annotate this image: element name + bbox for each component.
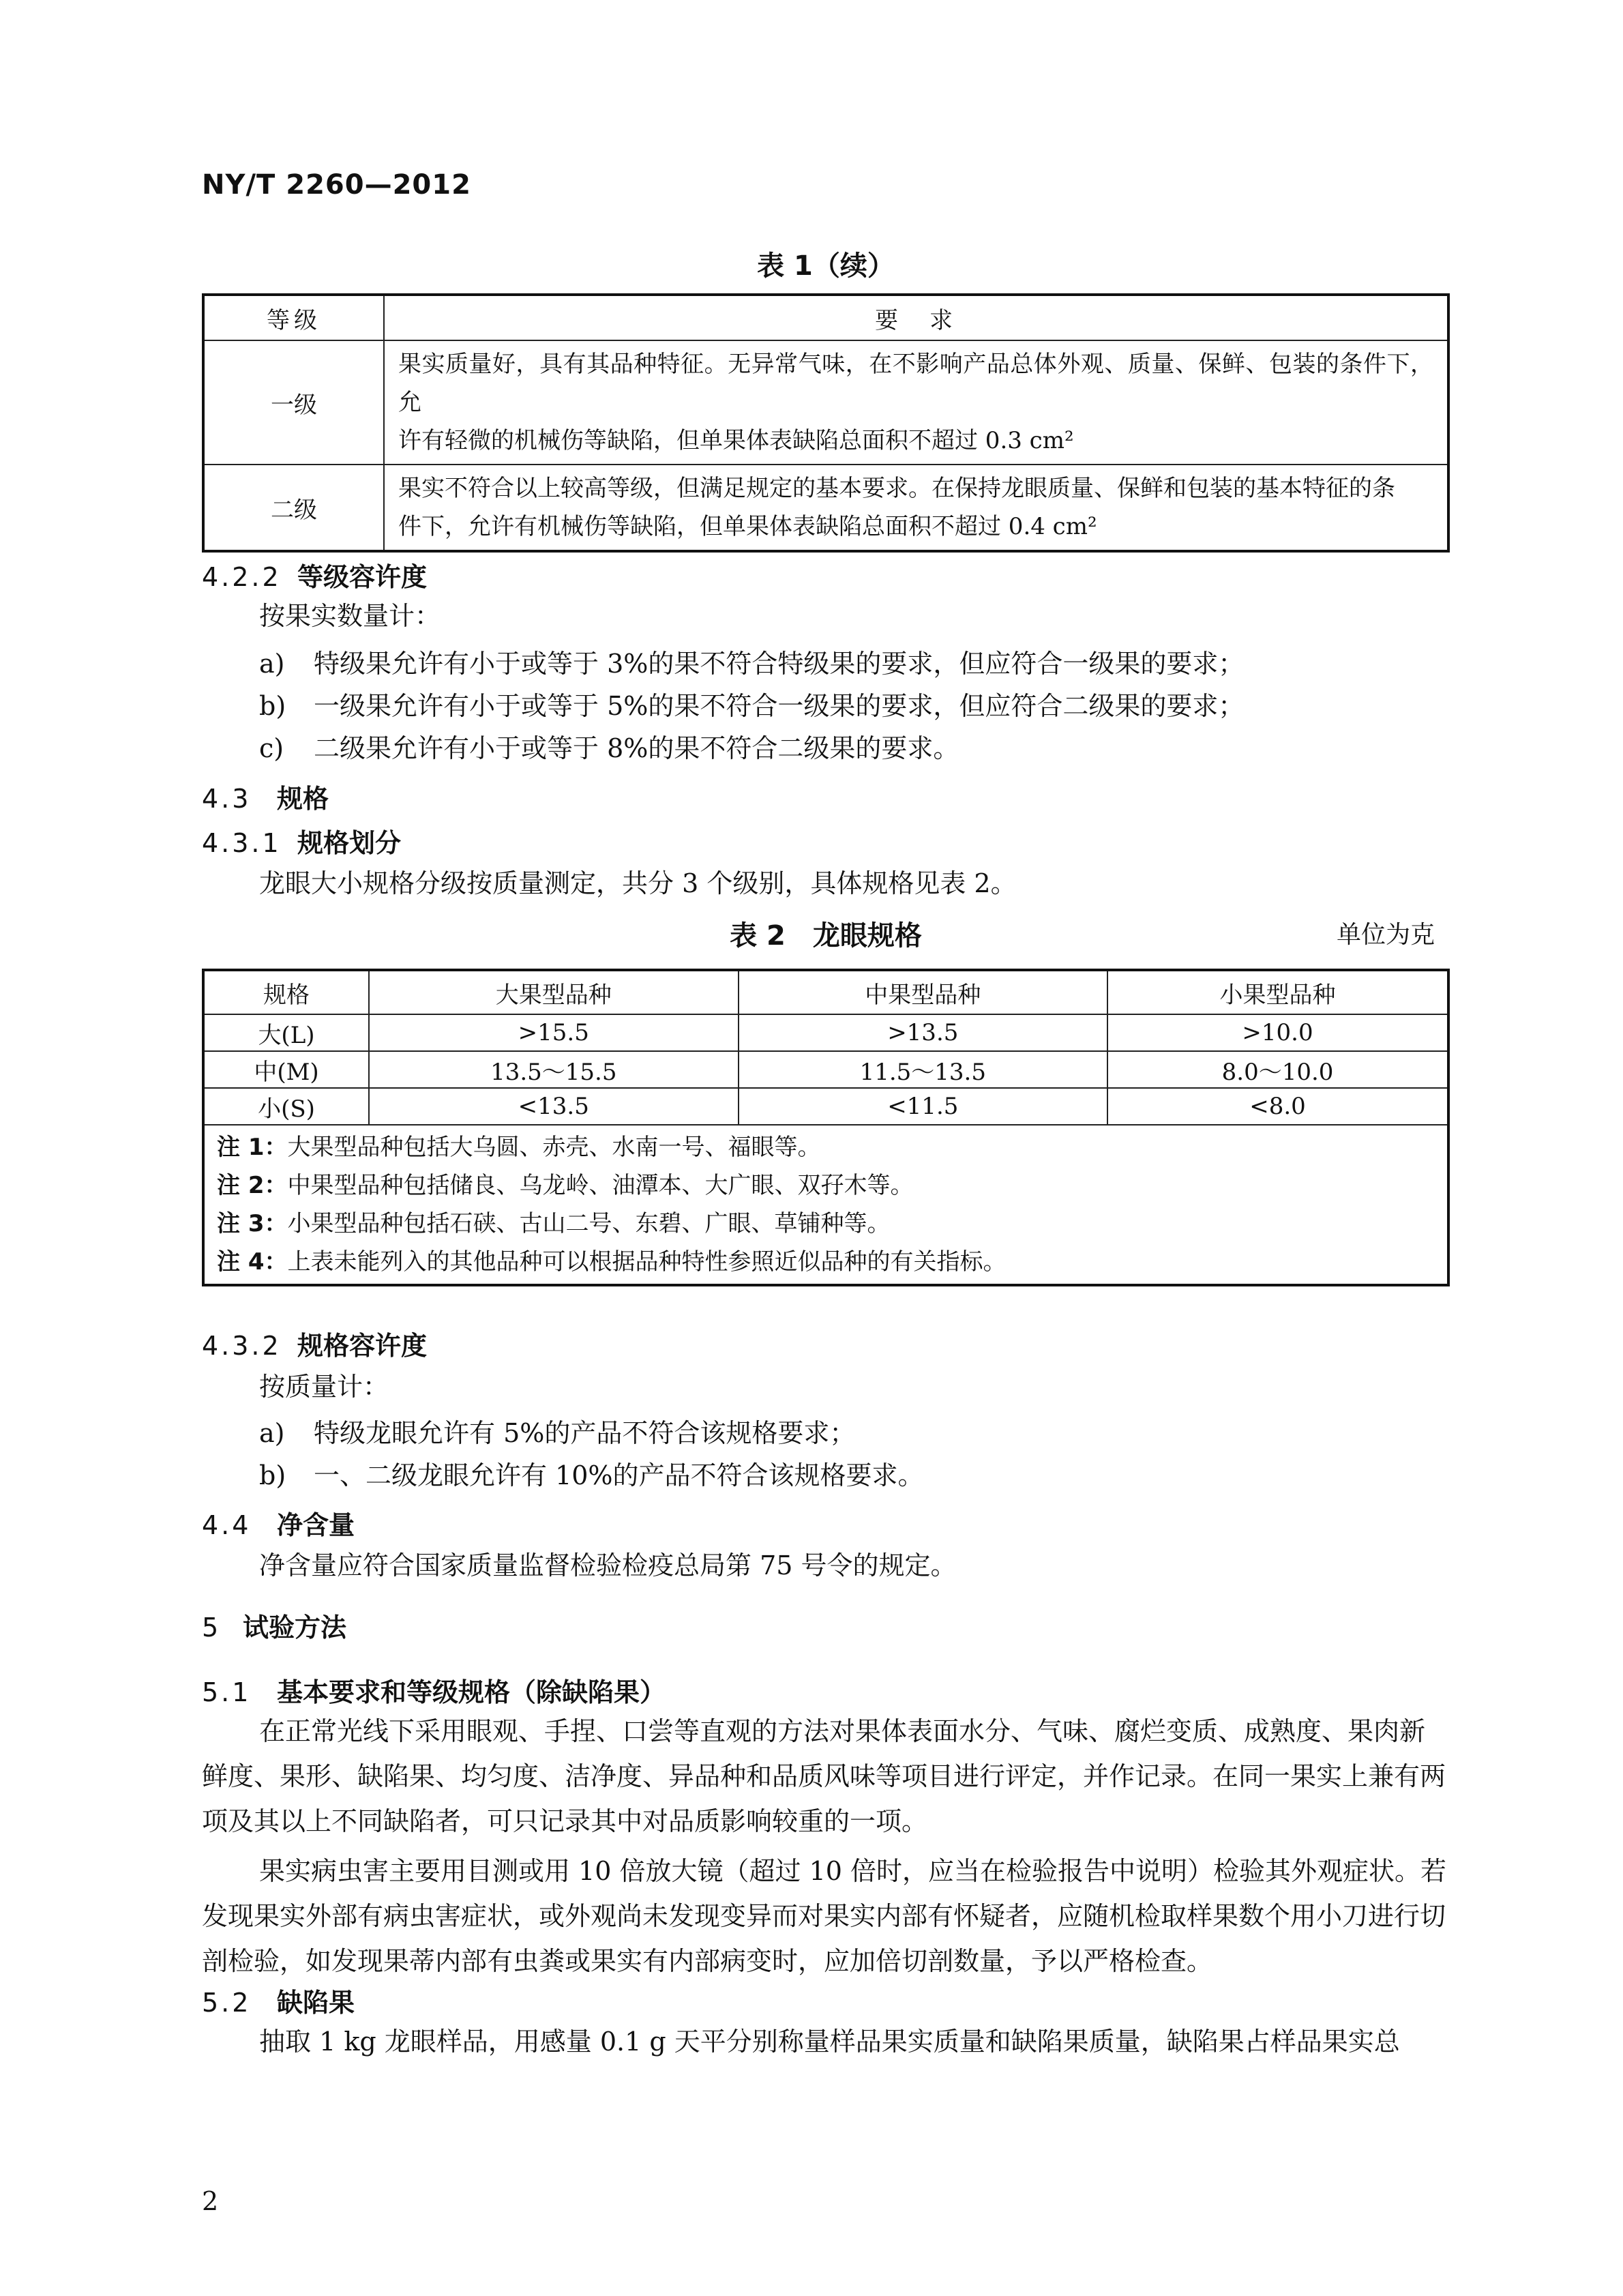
table-note: 注 4：上表未能列入的其他品种可以根据品种特性参照近似品种的有关指标。 (217, 1248, 1007, 1276)
requirement-cell (384, 340, 1448, 465)
paragraph: 按果实数量计： (259, 601, 441, 631)
paragraph: 按质量计： (259, 1372, 389, 1402)
table-row (203, 340, 1448, 465)
table-cell: 大(L) (203, 1014, 369, 1051)
section-heading-4-3: 4.3 规格 (202, 784, 329, 814)
table-row (203, 1014, 1448, 1051)
grade-cell: 一级 (203, 340, 384, 465)
grade-cell: 二级 (203, 465, 384, 551)
requirement-line: 许有轻微的机械伤等缺陷，但单果体表缺陷总面积不超过 0.3 cm² (398, 427, 1074, 454)
paragraph: 果实病虫害主要用目测或用 10 倍放大镜（超过 10 倍时，应当在检验报告中说明）检验其外观症状。若发现果实外部有病虫害症状，或外观尚未发现变异而对果实内部有怀疑者，应随机检取样果数个用小刀进行切剖检验，如发现果蒂内部有虫粪或果实有内部病变时，应加倍切剖数量，予以严格检查。 (202, 1856, 1447, 1976)
requirement-line: 件下，允许有机械伤等缺陷，但单果体表缺陷总面积不超过 0.4 cm² (398, 513, 1097, 540)
section-heading-4-2-2: 4.2.2 等级容许度 (202, 562, 428, 592)
table-cell: 13.5～15.5 (369, 1051, 739, 1088)
section-heading-4-3-1: 4.3.1 规格划分 (202, 828, 402, 858)
list-item: b) 一、二级龙眼允许有 10%的产品不符合该规格要求。 (259, 1460, 924, 1490)
table-cell: <8.0 (1107, 1088, 1448, 1125)
table-row (203, 465, 1448, 551)
table-note: 注 2：中果型品种包括储良、乌龙岭、油潭本、大广眼、双孖木等。 (217, 1172, 914, 1199)
table-cell: 小(S) (203, 1088, 369, 1125)
table-cell: >13.5 (739, 1014, 1108, 1051)
standard-number-header: NY/T 2260—2012 (202, 169, 471, 201)
table-row (203, 1088, 1448, 1125)
paragraph: 龙眼大小规格分级按质量测定，共分 3 个级别，具体规格见表 2。 (259, 868, 1017, 898)
table-note: 注 1：大果型品种包括大乌圆、赤壳、水南一号、福眼等。 (217, 1134, 821, 1161)
table-header-cell: 小果型品种 (1107, 970, 1448, 1014)
table-notes-cell (203, 1125, 1448, 1285)
table-cell: 中(M) (203, 1051, 369, 1088)
table2-unit: 单位为克 (1337, 921, 1435, 949)
table-cell: 11.5～13.5 (739, 1051, 1108, 1088)
table-cell: >10.0 (1107, 1014, 1448, 1051)
table-cell: <13.5 (369, 1088, 739, 1125)
paragraph: 净含量应符合国家质量监督检验检疫总局第 75 号令的规定。 (259, 1550, 957, 1580)
table-row (203, 1051, 1448, 1088)
section-heading-5: 5 试验方法 (202, 1613, 347, 1643)
paragraph: 抽取 1 kg 龙眼样品，用感量 0.1 g 天平分别称量样品果实质量和缺陷果质量，缺陷果占样品果实总 (259, 2027, 1400, 2057)
requirement-line: 果实不符合以上较高等级，但满足规定的基本要求。在保持龙眼质量、保鲜和包装的基本特征的条 (398, 475, 1395, 502)
list-item: c) 二级果允许有小于或等于 8%的果不符合二级果的要求。 (259, 733, 959, 763)
table2-caption: 表 2 龙眼规格 (730, 920, 922, 952)
table-header-cell: 要 求 (384, 295, 1448, 340)
table-header-row (203, 295, 1448, 340)
table-header-row (203, 970, 1448, 1014)
table-header-cell: 中果型品种 (739, 970, 1108, 1014)
table-header-cell: 等级 (203, 295, 384, 340)
page-number: 2 (202, 2186, 219, 2216)
requirement-cell (384, 465, 1448, 551)
table1-caption: 表 1（续） (757, 250, 895, 282)
section-heading-5-1: 5.1 基本要求和等级规格（除缺陷果） (202, 1677, 666, 1707)
table-cell: 8.0～10.0 (1107, 1051, 1448, 1088)
table-notes-row (203, 1125, 1448, 1285)
list-item: a) 特级龙眼允许有 5%的产品不符合该规格要求； (259, 1418, 856, 1448)
list-item: b) 一级果允许有小于或等于 5%的果不符合一级果的要求，但应符合二级果的要求； (259, 691, 1245, 721)
longan-size-table (202, 969, 1450, 1286)
section-heading-4-3-2: 4.3.2 规格容许度 (202, 1331, 428, 1361)
table-cell: >15.5 (369, 1014, 739, 1051)
grade-requirements-table (202, 293, 1450, 553)
table-cell: <11.5 (739, 1088, 1108, 1125)
paragraph: 在正常光线下采用眼观、手捏、口尝等直观的方法对果体表面水分、气味、腐烂变质、成熟度、果肉新鲜度、果形、缺陷果、均匀度、洁净度、异品种和品质风味等项目进行评定，并作记录。在同一果实上兼有两项及其以上不同缺陷者，可只记录其中对品质影响较重的一项。 (202, 1716, 1446, 1836)
table-note: 注 3：小果型品种包括石硖、古山二号、东碧、广眼、草铺种等。 (217, 1210, 891, 1237)
section-heading-4-4: 4.4 净含量 (202, 1510, 355, 1540)
section-heading-5-2: 5.2 缺陷果 (202, 1988, 355, 2018)
list-item: a) 特级果允许有小于或等于 3%的果不符合特级果的要求，但应符合一级果的要求； (259, 649, 1245, 679)
table-header-cell: 规格 (203, 970, 369, 1014)
requirement-line: 果实质量好，具有其品种特征。无异常气味，在不影响产品总体外观、质量、保鲜、包装的条件下，允 (398, 351, 1433, 416)
table-header-cell: 大果型品种 (369, 970, 739, 1014)
